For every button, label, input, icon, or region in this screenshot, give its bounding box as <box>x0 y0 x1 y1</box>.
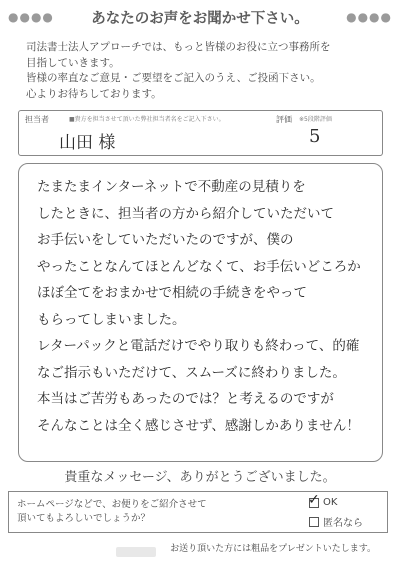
evaluation-label: 評価 <box>276 115 292 124</box>
ok-option[interactable] <box>308 491 338 508</box>
message-line: そんなことは全く感じさせず、感謝しかありません！ <box>37 417 360 434</box>
message-box <box>18 163 383 462</box>
intro-line: 目指していきます。 <box>26 56 120 69</box>
evaluation-note: ※5段階評価 <box>299 116 332 123</box>
intro-line: 皆様の率直なご意見・ご要望をご記入のうえ、ご投函下さい。 <box>26 72 321 85</box>
staff-name: 山田 様 <box>59 133 116 153</box>
intro-text <box>26 40 386 102</box>
evaluation-value: 5 <box>309 126 321 147</box>
ok-label: OK <box>323 497 338 508</box>
footer-note: お送り頂いた方には粗品をプレゼントいたします。 <box>170 544 376 554</box>
thanks-message: 貴重なメッセージ、ありがとうございました。 <box>64 470 336 485</box>
form-title: あなたのお声をお聞かせ下さい。 <box>91 10 309 27</box>
intro-line: 司法書士法人アプローチでは、もっと皆様のお役に立つ事務所を <box>26 41 331 53</box>
message-line: もらってしまいました。 <box>37 311 186 328</box>
decorative-dots-right: ●●●● <box>346 10 392 24</box>
message-body <box>37 172 381 437</box>
question-line: ホームページなどで、お便りをご紹介させて <box>17 499 207 510</box>
message-line: やったことなんてほとんどなくて、お手伝いどころか <box>37 258 361 275</box>
question-line: 頂いてもよろしいでしょうか？ <box>17 513 151 524</box>
staff-note: ■貴方を担当させて頂いた弊社担当者名をご記入下さい。 <box>69 116 225 123</box>
message-line: レターパックと電話だけでやり取りも終わって、的確 <box>37 338 360 354</box>
staff-box <box>18 110 383 156</box>
anonymous-label: 匿名なら <box>323 518 363 529</box>
message-line: お手伝いをしていただいたのですが、僕の <box>37 232 294 248</box>
message-line: たまたまインターネットで不動産の見積りを <box>37 179 306 195</box>
anonymous-option[interactable] <box>309 514 363 529</box>
message-line: なご指示もいただけて、スムーズに終わりました。 <box>37 364 346 381</box>
decorative-dots-left: ●●●● <box>8 10 54 24</box>
checkmark-icon: ✓ <box>308 491 320 508</box>
ok-checkbox[interactable] <box>308 491 320 508</box>
message-line: 本当はご苦労もあったのでは？と考えるのですが <box>37 391 334 407</box>
intro-line: 心よりお待ちしております。 <box>26 87 162 100</box>
permission-box <box>8 491 388 533</box>
message-line: したときに、担当者の方から紹介していただいて <box>37 205 334 222</box>
anonymous-checkbox[interactable] <box>309 517 319 527</box>
permission-question <box>17 498 207 526</box>
faint-stamp <box>116 547 156 557</box>
form-header <box>8 8 392 26</box>
message-line: ほぼ全てをおまかせで相続の手続きをやって <box>37 285 307 301</box>
staff-label: 担当者 <box>25 115 49 124</box>
